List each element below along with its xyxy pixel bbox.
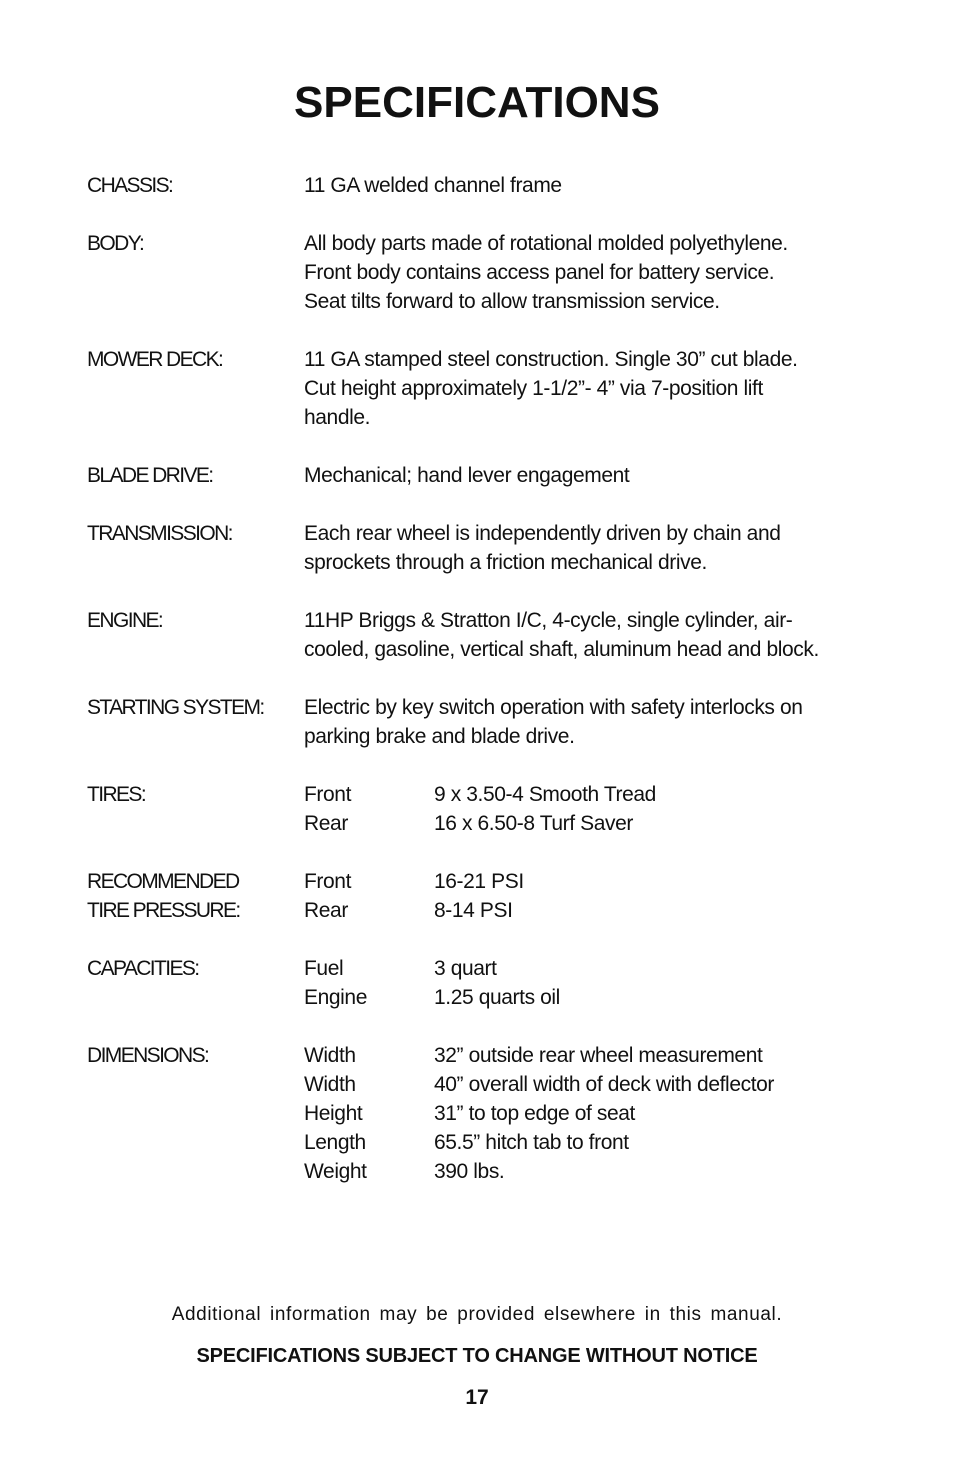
spec-line: 11 GA stamped steel construction. Single 30” cut blade. — [304, 348, 798, 371]
spec-pair-value: 3 quart — [434, 957, 497, 980]
spec-label: TRANSMISSION: — [87, 522, 232, 545]
spec-pair-key: Front — [304, 870, 352, 893]
spec-pair-key: Engine — [304, 986, 367, 1009]
spec-row-engine — [87, 606, 887, 664]
spec-pair-value: 9 x 3.50-4 Smooth Tread — [434, 783, 656, 806]
spec-pair-value: 31” to top edge of seat — [434, 1102, 635, 1125]
spec-pair-key: Fuel — [304, 957, 344, 980]
spec-value — [304, 461, 887, 490]
spec-value — [304, 229, 887, 316]
page-number: 17 — [465, 1386, 489, 1409]
spec-value — [304, 693, 887, 751]
spec-line: Cut height approximately 1-1/2”- 4” via 7-position lift — [304, 377, 763, 400]
spec-line: cooled, gasoline, vertical shaft, aluminum head and block. — [304, 638, 819, 661]
spec-pair-value: 16 x 6.50-8 Turf Saver — [434, 812, 633, 835]
spec-row-transmission — [87, 519, 887, 577]
spec-pair-key: Rear — [304, 899, 348, 922]
spec-pair-key: Width — [304, 1044, 356, 1067]
spec-value — [304, 606, 887, 664]
spec-value — [304, 171, 887, 200]
spec-line: handle. — [304, 406, 371, 429]
spec-pair — [304, 1099, 887, 1128]
spec-value — [304, 867, 887, 925]
spec-line: sprockets through a friction mechanical drive. — [304, 551, 707, 574]
footer-note: Additional information may be provided elsewhere in this manual. — [171, 1304, 783, 1325]
spec-label — [87, 867, 304, 925]
spec-row-tires — [87, 780, 887, 838]
spec-pair-key: Weight — [304, 1160, 367, 1183]
spec-label: MOWER DECK: — [87, 348, 223, 371]
spec-label: TIRES: — [87, 783, 146, 806]
spec-row-blade-drive — [87, 461, 887, 490]
spec-pair — [304, 983, 887, 1012]
spec-value — [304, 954, 887, 1012]
spec-pair — [304, 1070, 887, 1099]
page-title: SPECIFICATIONS — [294, 78, 660, 127]
spec-label: DIMENSIONS: — [87, 1044, 209, 1067]
spec-line: Each rear wheel is independently driven by chain and — [304, 522, 781, 545]
spec-label-line: RECOMMENDED — [87, 870, 239, 893]
spec-label: STARTING SYSTEM: — [87, 696, 264, 719]
spec-label: BODY: — [87, 232, 144, 255]
spec-pair — [304, 1157, 887, 1186]
spec-line: Front body contains access panel for battery service. — [304, 261, 775, 284]
spec-pair — [304, 809, 887, 838]
spec-line: Electric by key switch operation with safety interlocks on — [304, 696, 803, 719]
spec-pair-value: 390 lbs. — [434, 1160, 505, 1183]
spec-pair-value: 16-21 PSI — [434, 870, 524, 893]
spec-pair — [304, 896, 887, 925]
spec-pair — [304, 1041, 887, 1070]
spec-row-body — [87, 229, 887, 316]
spec-pair — [304, 954, 887, 983]
spec-pair-value: 8-14 PSI — [434, 899, 513, 922]
spec-line: parking brake and blade drive. — [304, 725, 575, 748]
spec-pair-value: 1.25 quarts oil — [434, 986, 560, 1009]
spec-label: ENGINE: — [87, 609, 163, 632]
spec-pair — [304, 780, 887, 809]
spec-pair-key: Front — [304, 783, 352, 806]
spec-line: Seat tilts forward to allow transmission service. — [304, 290, 720, 313]
spec-row-mower-deck — [87, 345, 887, 432]
spec-label-line: TIRE PRESSURE: — [87, 899, 240, 922]
spec-pair — [304, 1128, 887, 1157]
spec-pair-key: Rear — [304, 812, 348, 835]
spec-label: CAPACITIES: — [87, 957, 199, 980]
spec-value — [304, 519, 887, 577]
spec-pair-key: Length — [304, 1131, 366, 1154]
spec-row-tire-pressure — [87, 867, 887, 925]
spec-row-starting-system — [87, 693, 887, 751]
spec-row-capacities — [87, 954, 887, 1012]
spec-line: 11HP Briggs & Stratton I/C, 4-cycle, single cylinder, air- — [304, 609, 793, 632]
spec-pair-key: Width — [304, 1073, 356, 1096]
spec-pair-value: 40” overall width of deck with deflector — [434, 1073, 775, 1096]
spec-label: BLADE DRIVE: — [87, 464, 213, 487]
spec-row-chassis — [87, 171, 887, 200]
spec-line: All body parts made of rotational molded polyethylene. — [304, 232, 788, 255]
spec-value — [304, 345, 887, 432]
spec-value — [304, 1041, 887, 1186]
spec-list — [87, 171, 887, 1215]
spec-value — [304, 780, 887, 838]
spec-pair — [304, 867, 887, 896]
spec-pair-value: 32” outside rear wheel measurement — [434, 1044, 763, 1067]
spec-line: Mechanical; hand lever engagement — [304, 464, 630, 487]
spec-row-dimensions — [87, 1041, 887, 1186]
spec-pair-key: Height — [304, 1102, 363, 1125]
footer-notice: SPECIFICATIONS SUBJECT TO CHANGE WITHOUT NOTICE — [196, 1345, 758, 1367]
spec-label: CHASSIS: — [87, 174, 173, 197]
spec-line: 11 GA welded channel frame — [304, 174, 562, 197]
spec-pair-value: 65.5” hitch tab to front — [434, 1131, 629, 1154]
